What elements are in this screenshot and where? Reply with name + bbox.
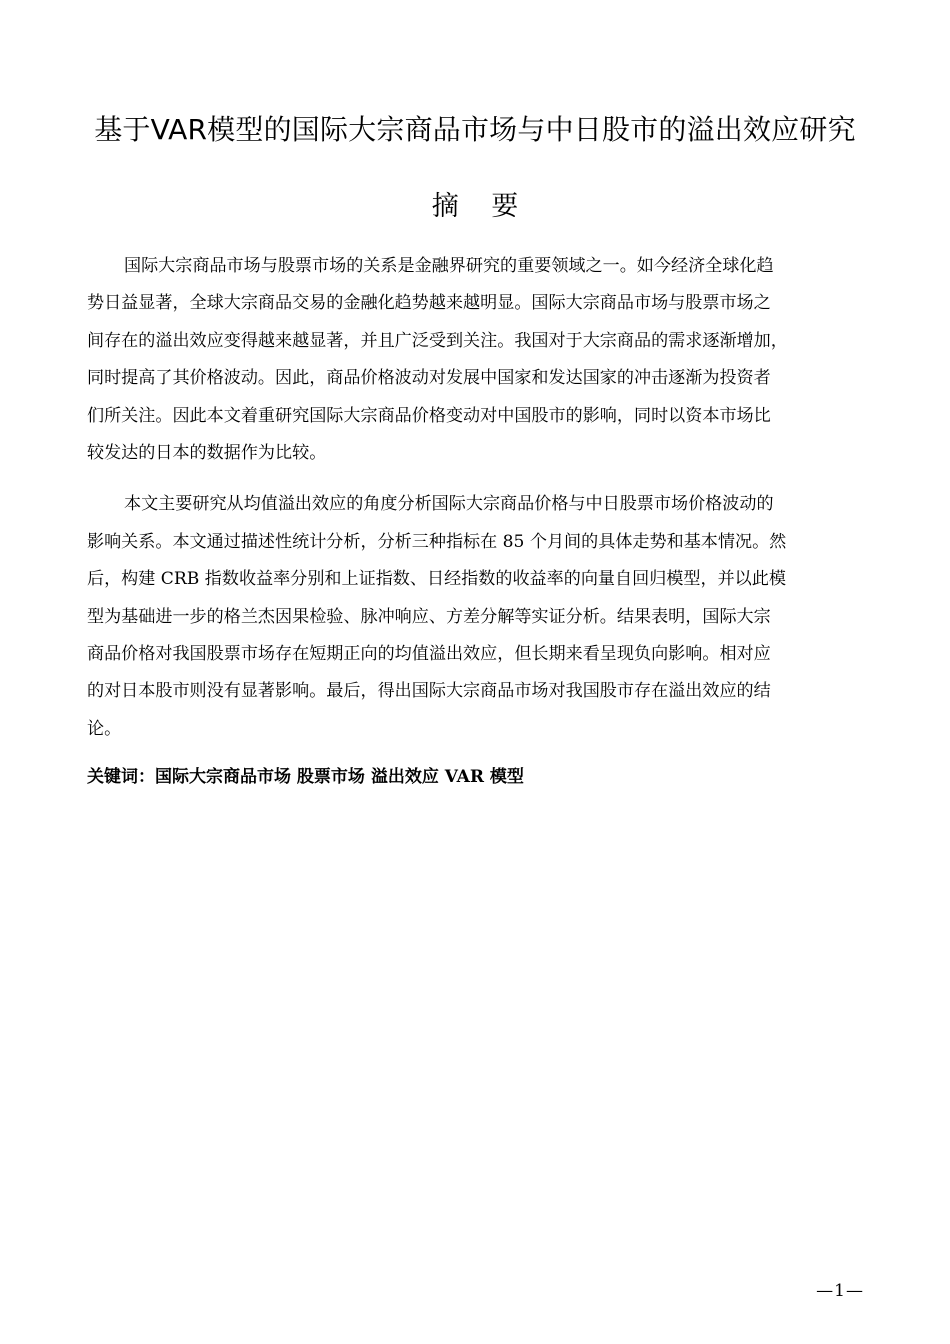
abstract-heading: 摘 要 (431, 191, 531, 222)
page-number: —1— (816, 1281, 864, 1301)
abstract-paragraph-1: 国际大宗商品市场与股票市场的关系是金融界研究的重要领域之一。如今经济全球化趋 势日益显著，全球大宗商品交易的金融化趋势越来越明显。国际大宗商品市场与股票市场之 间存在的溢出效应变得越来越显著，并且广泛受到关注。我国对于大宗商品的需求逐渐增加， 同时提高了其价格波动。因此，商品价格波动对发展中国家和发达国家的冲击逐渐为投资者 们所关注。因此本文着重研究国际大宗商品价格变动对中国股市的影响，同时以资本市场比 较发达的日本的数据作为比较。 (87, 256, 788, 464)
keywords-line: 关键词：国际大宗商品市场 股票市场 溢出效应 VAR 模型 (87, 767, 524, 788)
abstract-body (87, 248, 865, 792)
paper-title: 基于VAR模型的国际大宗商品市场与中日股市的溢出效应研究 (94, 113, 856, 146)
abstract-paragraph-2: 本文主要研究从均值溢出效应的角度分析国际大宗商品价格与中日股票市场价格波动的 影响关系。本文通过描述性统计分析，分析三种指标在 85 个月间的具体走势和基本情况。然 后，构建 CRB 指数收益率分别和上证指数、日经指数的收益率的向量自回归模型，并以此模 型为基础进一步的格兰杰因果检验、脉冲响应、方差分解等实证分析。结果表明，国际大宗 商品价格对我国股票市场存在短期正向的均值溢出效应，但长期来看呈现负向影响。相对应 的对日本股市则没有显著影响。最后，得出国际大宗商品市场对我国股市存在溢出效应的结 论。 (87, 494, 787, 739)
